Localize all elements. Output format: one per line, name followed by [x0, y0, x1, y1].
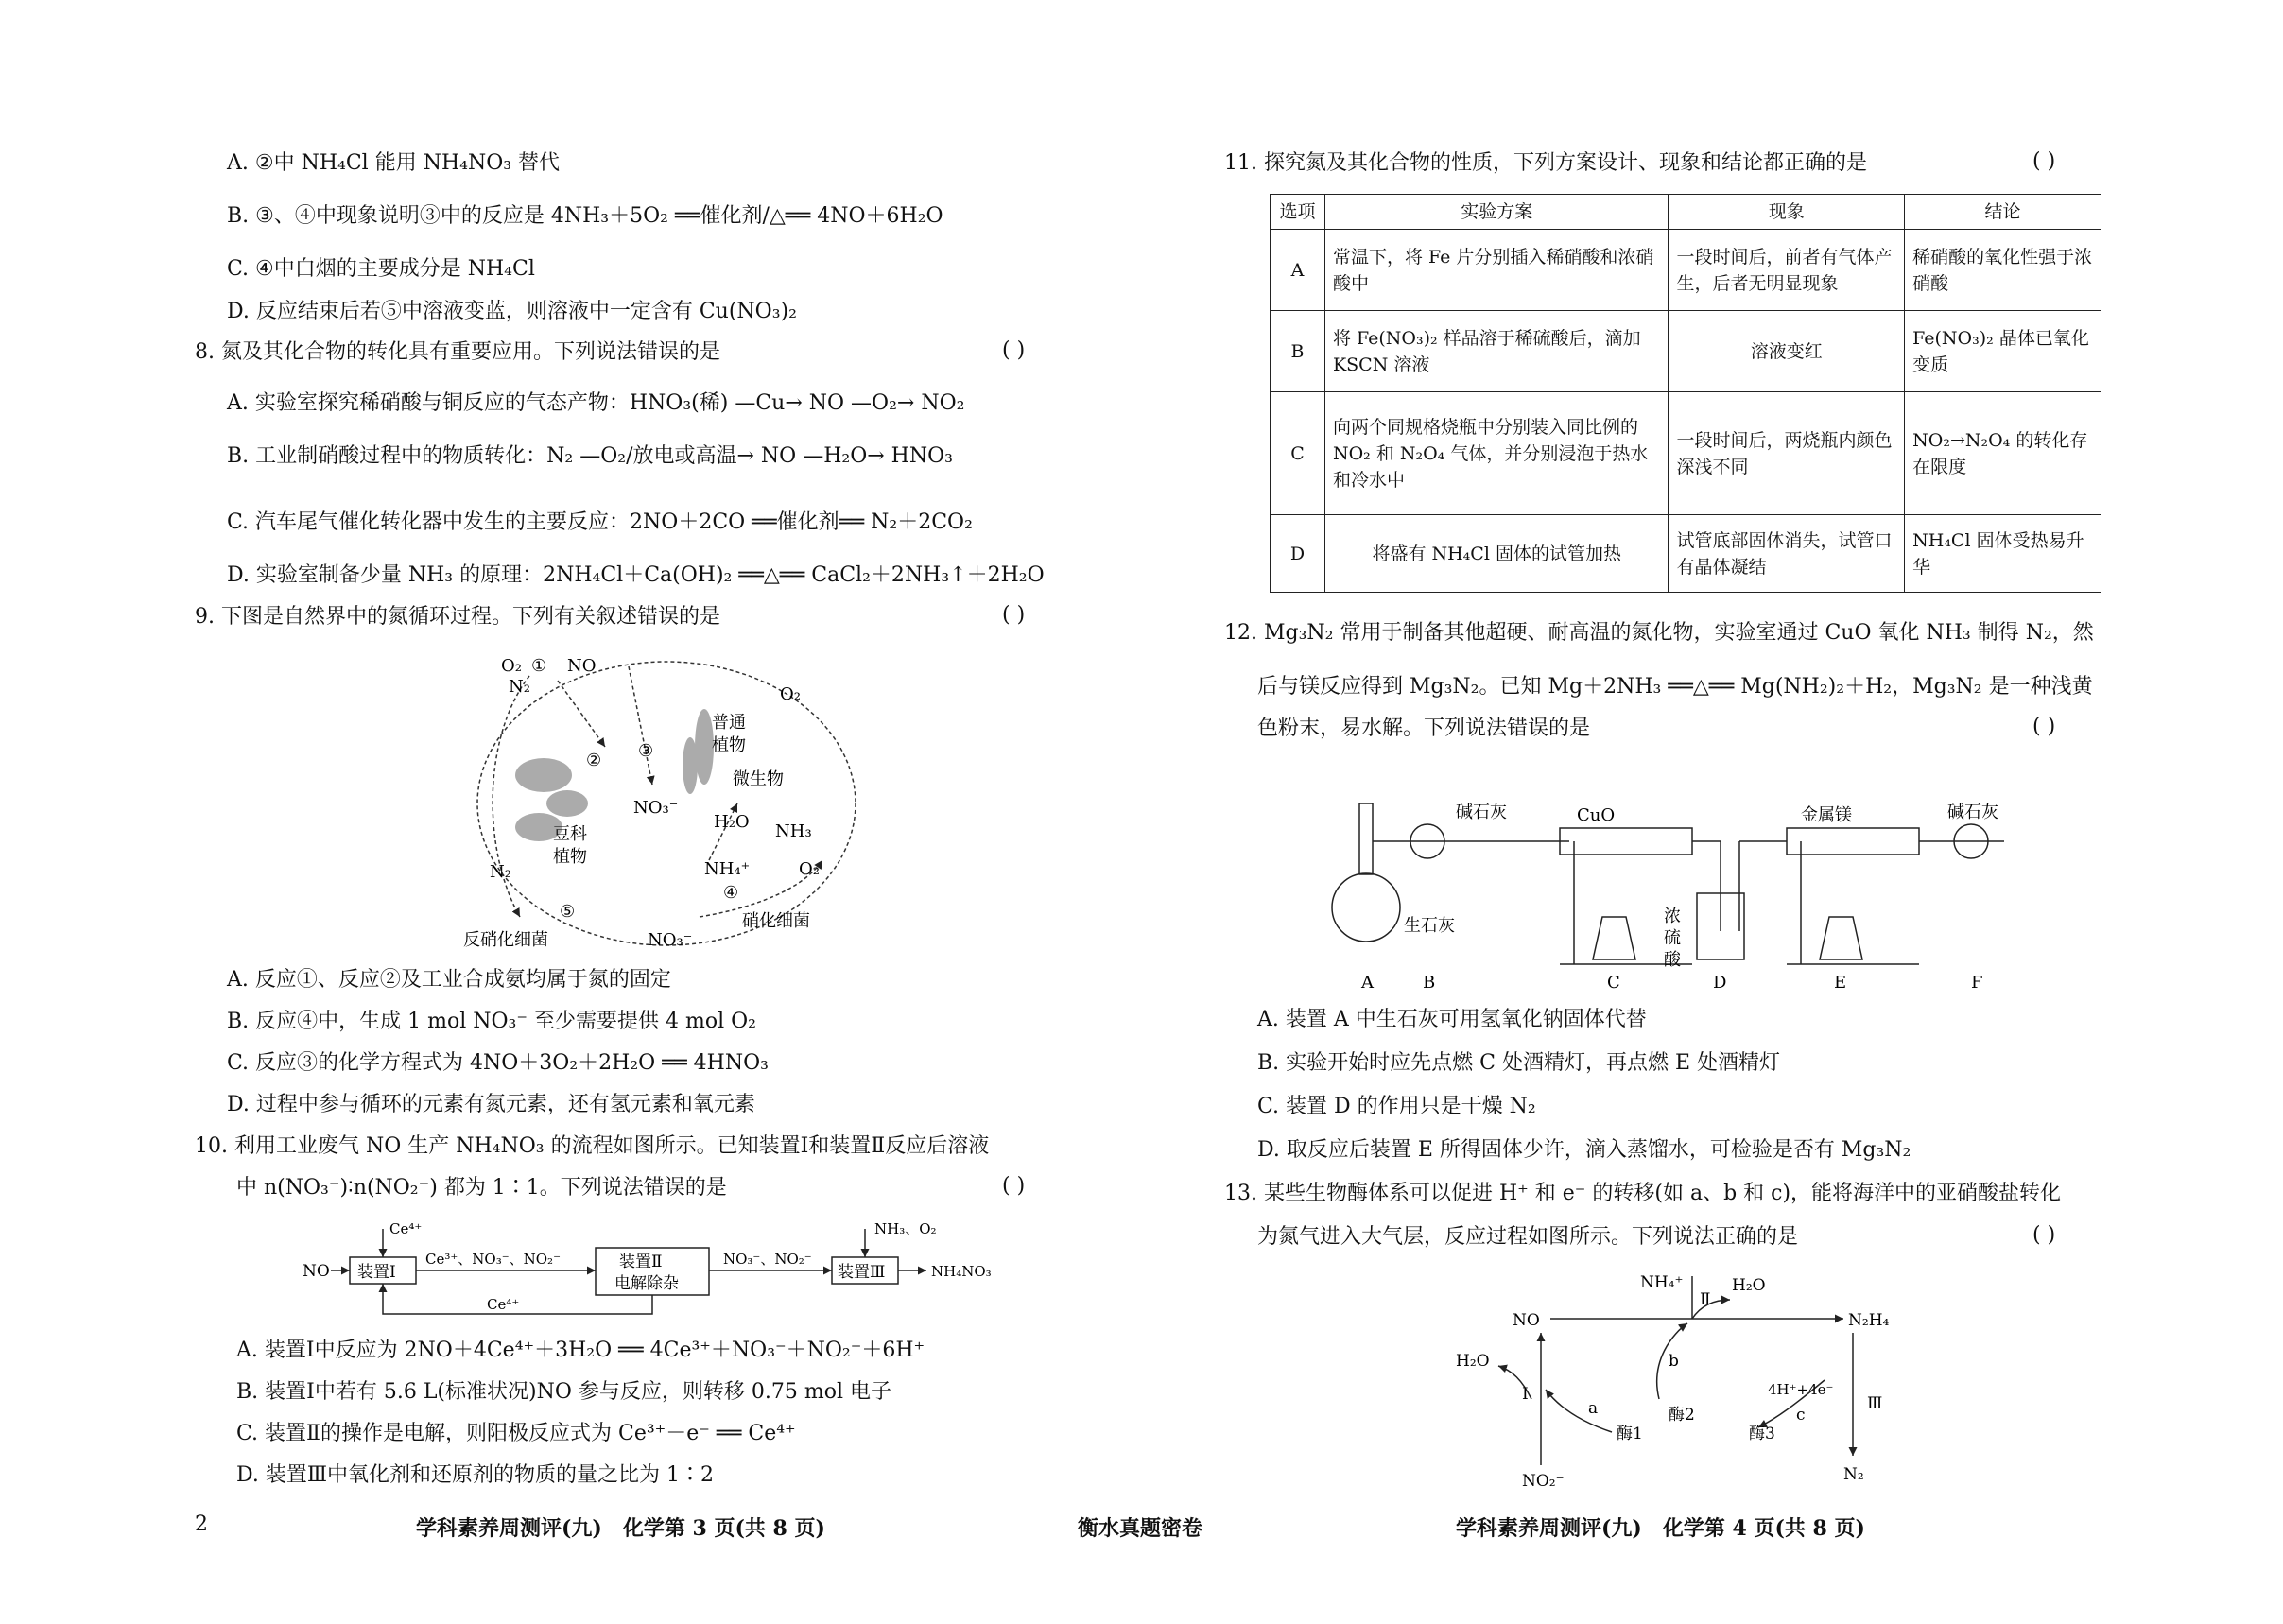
cycle-label: 植物 [712, 735, 746, 755]
table-header-row [1271, 195, 2101, 230]
apparatus-diagram [1323, 766, 2042, 993]
flow-label: Ce⁴⁺ [389, 1220, 423, 1237]
table-row [1271, 311, 2101, 392]
enzyme-label: H₂O [1456, 1352, 1490, 1371]
table-cell: NH₄Cl 固体受热易升华 [1905, 515, 2101, 593]
apparatus-label: A [1361, 973, 1374, 993]
enzyme-label: NH₄⁺ [1640, 1273, 1684, 1292]
q9-answer-paren: ( ) [1002, 603, 1026, 627]
cycle-label: ① [531, 656, 547, 676]
q8-option-b: B. 工业制硝酸过程中的物质转化：N₂ —O₂/放电或高温→ NO —H₂O→ HNO₃ [227, 444, 953, 468]
cycle-label: NO₃⁻ [633, 798, 679, 818]
table-cell: 常温下，将 Fe 片分别插入稀硝酸和浓硝酸中 [1324, 230, 1669, 311]
enzyme-label: Ⅰ [1522, 1385, 1529, 1404]
enzyme-label: 4H⁺+4e⁻ [1768, 1381, 1834, 1398]
q12-option-c: C. 装置 D 的作用只是干燥 N₂ [1257, 1095, 1536, 1118]
q7-option-b: B. ③、④中现象说明③中的反应是 4NH₃＋5O₂ ══催化剂/△══ 4NO＋6H₂O [227, 204, 943, 228]
enzyme-label: N₂ [1843, 1465, 1864, 1484]
nitrogen-cycle-diagram [463, 643, 870, 964]
table-cell: 试管底部固体消失，试管口有晶体凝结 [1669, 515, 1905, 593]
cycle-label: 微生物 [733, 769, 784, 789]
apparatus-label: 酸 [1664, 950, 1681, 970]
apparatus-label: 浓 [1664, 907, 1681, 926]
enzyme-cycle-diagram [1456, 1267, 1947, 1494]
apparatus-label: D [1713, 973, 1727, 993]
q12-stem-line3: 色粉末，易水解。下列说法错误的是 [1257, 717, 1591, 740]
q10-stem-line2: 中 n(NO₃⁻)∶n(NO₂⁻) 都为 1∶1。下列说法错误的是 [236, 1176, 727, 1200]
cycle-label: 硝化细菌 [742, 911, 810, 931]
table-cell: 将盛有 NH₄Cl 固体的试管加热 [1324, 515, 1669, 593]
apparatus-label: B [1423, 973, 1436, 993]
page-number: 2 [195, 1512, 208, 1536]
q11-answer-paren: ( ) [2032, 149, 2056, 173]
table-cell: 稀硝酸的氧化性强于浓硝酸 [1905, 230, 2101, 311]
flow-label: NH₃、O₂ [874, 1220, 937, 1237]
footer-left: 学科素养周测评(九) 化学第 3 页(共 8 页) [416, 1516, 825, 1541]
flow-label: Ce⁴⁺ [487, 1296, 520, 1313]
apparatus-label: 碱石灰 [1947, 803, 1998, 822]
enzyme-label: NO₂⁻ [1522, 1472, 1565, 1491]
q10-answer-paren: ( ) [1002, 1174, 1026, 1198]
cycle-label: O₂ [501, 656, 522, 676]
q8-option-d: D. 实验室制备少量 NH₃ 的原理：2NH₄Cl＋Ca(OH)₂ ══△══ CaCl₂＋2NH₃↑＋2H₂O [227, 563, 1045, 587]
cycle-label: N₂ [490, 862, 511, 882]
enzyme-label: 酶3 [1749, 1425, 1775, 1443]
flow-label: Ce³⁺、NO₃⁻、NO₂⁻ [425, 1251, 561, 1268]
table-cell: 一段时间后，两烧瓶内颜色深浅不同 [1669, 392, 1905, 515]
enzyme-label: Ⅲ [1867, 1394, 1883, 1413]
table-cell: NO₂→N₂O₄ 的转化存在限度 [1905, 392, 2101, 515]
enzyme-label: 酶1 [1617, 1425, 1643, 1443]
table-header: 选项 [1271, 195, 1325, 230]
cycle-label: NO [567, 656, 597, 676]
process-flow-diagram [303, 1215, 1021, 1328]
q9-option-c: C. 反应③的化学方程式为 4NO＋3O₂＋2H₂O ══ 4HNO₃ [227, 1051, 769, 1075]
q8-option-a: A. 实验室探究稀硝酸与铜反应的气态产物：HNO₃(稀) —Cu→ NO —O₂→ NO₂ [227, 391, 965, 415]
flow-label: 装置Ⅰ [357, 1263, 396, 1282]
enzyme-label: NO [1513, 1311, 1540, 1330]
q7-option-d: D. 反应结束后若⑤中溶液变蓝，则溶液中一定含有 Cu(NO₃)₂ [227, 300, 797, 323]
enzyme-label: 酶2 [1669, 1406, 1695, 1425]
q9-option-d: D. 过程中参与循环的元素有氮元素，还有氢元素和氧元素 [227, 1093, 755, 1116]
q11-table [1270, 194, 2101, 593]
table-cell: C [1271, 392, 1325, 515]
flow-label: NO [303, 1262, 330, 1281]
enzyme-label: Ⅱ [1700, 1290, 1711, 1309]
cycle-label: 反硝化细菌 [463, 930, 548, 950]
footer-center: 衡水真题密卷 [1078, 1516, 1203, 1541]
table-cell: 将 Fe(NO₃)₂ 样品溶于稀硫酸后，滴加 KSCN 溶液 [1324, 311, 1669, 392]
enzyme-label: N₂H₄ [1848, 1311, 1890, 1330]
table-cell: 一段时间后，前者有气体产生，后者无明显现象 [1669, 230, 1905, 311]
q12-stem-line2: 后与镁反应得到 Mg₃N₂。已知 Mg＋2NH₃ ══△══ Mg(NH₂)₂＋H₂，Mg₃N₂ 是一种浅黄 [1257, 675, 2093, 699]
cycle-label: ⑤ [560, 902, 576, 922]
q10-option-a: A. 装置Ⅰ中反应为 2NO＋4Ce⁴⁺＋3H₂O ══ 4Ce³⁺＋NO₃⁻＋NO₂⁻＋6H⁺ [236, 1339, 925, 1362]
cycle-label: NH₄⁺ [704, 859, 751, 879]
q11-stem: 11. 探究氮及其化合物的性质，下列方案设计、现象和结论都正确的是 [1224, 151, 1867, 175]
table-cell: 溶液变红 [1669, 311, 1905, 392]
q10-option-b: B. 装置Ⅰ中若有 5.6 L(标准状况)NO 参与反应，则转移 0.75 mol 电子 [236, 1380, 891, 1404]
apparatus-label: 金属镁 [1801, 805, 1852, 825]
q12-answer-paren: ( ) [2032, 715, 2056, 738]
flow-label: NH₄NO₃ [931, 1263, 992, 1280]
table-header: 现象 [1669, 195, 1905, 230]
q13-stem-line1: 13. 某些生物酶体系可以促进 H⁺ 和 e⁻ 的转移(如 a、b 和 c)，能将海洋中的亚硝酸盐转化 [1224, 1182, 2062, 1205]
cycle-label: N₂ [509, 677, 530, 697]
apparatus-label: 硫 [1664, 928, 1681, 948]
table-row [1271, 230, 2101, 311]
cycle-label: ③ [638, 741, 654, 761]
cycle-label: ② [586, 751, 602, 770]
q8-option-c: C. 汽车尾气催化转化器中发生的主要反应：2NO＋2CO ══催化剂══ N₂＋2CO₂ [227, 510, 973, 534]
q8-stem: 8. 氮及其化合物的转化具有重要应用。下列说法错误的是 [195, 340, 720, 364]
q13-answer-paren: ( ) [2032, 1223, 2056, 1247]
apparatus-label: CuO [1577, 805, 1616, 825]
q12-option-a: A. 装置 A 中生石灰可用氢氧化钠固体代替 [1257, 1008, 1647, 1031]
enzyme-label: a [1588, 1399, 1599, 1418]
table-cell: 向两个同规格烧瓶中分别装入同比例的 NO₂ 和 N₂O₄ 气体，并分别浸泡于热水和冷水中 [1324, 392, 1669, 515]
apparatus-label: F [1971, 973, 1983, 993]
cycle-label: O₂ [799, 859, 820, 879]
apparatus-label: 碱石灰 [1456, 803, 1507, 822]
q12-option-b: B. 实验开始时应先点燃 C 处酒精灯，再点燃 E 处酒精灯 [1257, 1051, 1781, 1075]
cycle-label: 普通 [712, 713, 746, 733]
cycle-label: NH₃ [775, 821, 812, 841]
q7-option-c: C. ④中白烟的主要成分是 NH₄Cl [227, 257, 535, 281]
q9-stem: 9. 下图是自然界中的氮循环过程。下列有关叙述错误的是 [195, 605, 720, 629]
table-cell: B [1271, 311, 1325, 392]
q9-option-b: B. 反应④中，生成 1 mol NO₃⁻ 至少需要提供 4 mol O₂ [227, 1010, 756, 1033]
cycle-label: O₂ [780, 684, 801, 704]
q13-stem-line2: 为氮气进入大气层，反应过程如图所示。下列说法正确的是 [1257, 1225, 1799, 1249]
table-header: 实验方案 [1324, 195, 1669, 230]
cycle-label: 植物 [553, 847, 587, 867]
q7-option-a: A. ②中 NH₄Cl 能用 NH₄NO₃ 替代 [227, 151, 561, 175]
apparatus-label: E [1834, 973, 1847, 993]
table-cell: D [1271, 515, 1325, 593]
flow-label: NO₃⁻、NO₂⁻ [723, 1251, 812, 1268]
flow-label: 装置Ⅲ [838, 1263, 886, 1282]
table-header: 结论 [1905, 195, 2101, 230]
table-cell: A [1271, 230, 1325, 311]
cycle-label: ④ [723, 883, 739, 903]
cycle-label: 豆科 [553, 824, 587, 844]
q10-option-d: D. 装置Ⅲ中氧化剂和还原剂的物质的量之比为 1∶2 [236, 1463, 715, 1487]
q10-option-c: C. 装置Ⅱ的操作是电解，则阳极反应式为 Ce³⁺－e⁻ ══ Ce⁴⁺ [236, 1422, 796, 1445]
table-row [1271, 392, 2101, 515]
apparatus-label: C [1607, 973, 1620, 993]
apparatus-label: 生石灰 [1404, 916, 1455, 936]
footer-right: 学科素养周测评(九) 化学第 4 页(共 8 页) [1456, 1516, 1865, 1541]
enzyme-label: H₂O [1732, 1276, 1766, 1295]
q12-option-d: D. 取反应后装置 E 所得固体少许，滴入蒸馏水，可检验是否有 Mg₃N₂ [1257, 1138, 1911, 1162]
flow-label: 装置Ⅱ [619, 1253, 663, 1271]
q9-option-a: A. 反应①、反应②及工业合成氨均属于氮的固定 [227, 968, 671, 992]
q10-stem-line1: 10. 利用工业废气 NO 生产 NH₄NO₃ 的流程如图所示。已知装置Ⅰ和装置Ⅱ反应后溶液 [195, 1134, 990, 1158]
q12-stem-line1: 12. Mg₃N₂ 常用于制备其他超硬、耐高温的氮化物，实验室通过 CuO 氧化 NH₃ 制得 N₂，然 [1224, 621, 2094, 645]
table-cell: Fe(NO₃)₂ 晶体已氧化变质 [1905, 311, 2101, 392]
q8-answer-paren: ( ) [1002, 338, 1026, 362]
enzyme-label: c [1796, 1406, 1806, 1425]
cycle-label: H₂O [714, 812, 750, 832]
flow-label: 电解除杂 [614, 1274, 679, 1293]
table-row [1271, 515, 2101, 593]
enzyme-label: b [1669, 1352, 1679, 1371]
cycle-label: NO₃⁻ [648, 930, 693, 950]
